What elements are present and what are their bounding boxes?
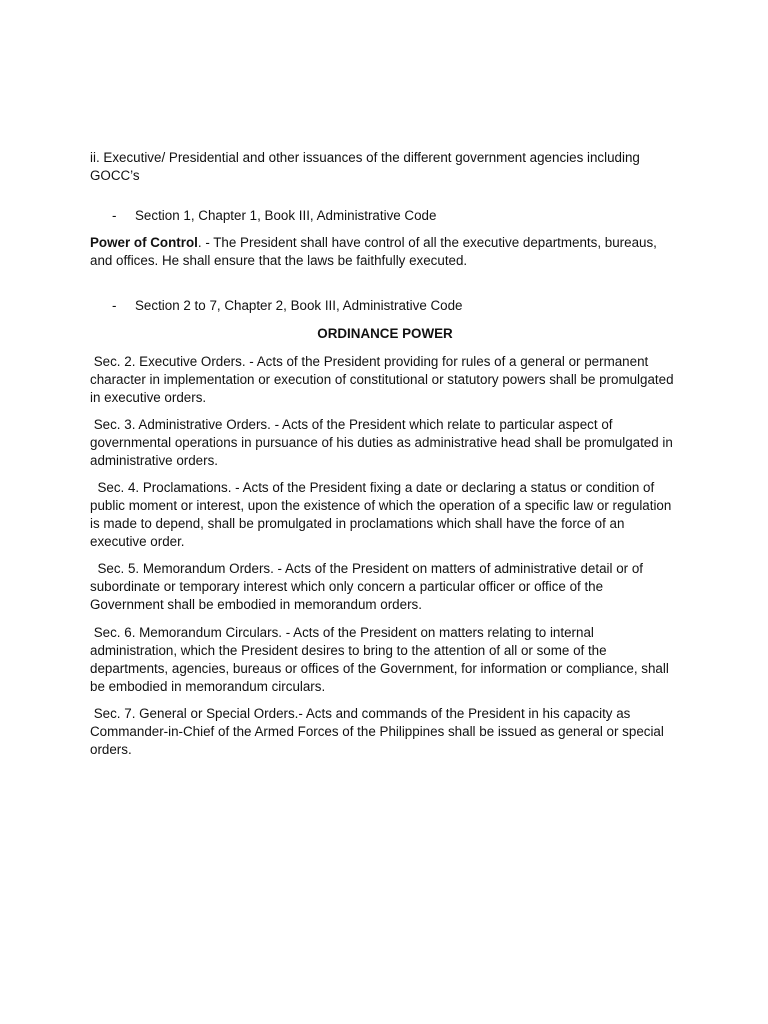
bullet-dash: - [112,208,117,223]
bullet-dash: - [112,298,117,313]
power-of-control-text: . - The President shall have control of all the executive departments, bureaus, and offices. He shall ensure that the laws be faithfully executed. [90,235,657,268]
section-6-paragraph: Sec. 6. Memorandum Circulars. - Acts of the President on matters relating to internal administration, which the President desires to bring to the attention of all or some of the departments, agencies, bureaus or offices of the Government, for information or compliance, shall be embodied in memorandum circulars. [90,625,673,694]
power-of-control-paragraph [90,234,680,270]
bullet-item-section-1 [90,207,680,225]
bullet-item-section-2-7 [90,297,680,315]
bullet-text: Section 2 to 7, Chapter 2, Book III, Administrative Code [135,298,463,313]
section-7-paragraph: Sec. 7. General or Special Orders.- Acts and commands of the President in his capacity as Commander-in-Chief of the Armed Forces of the Philippines shall be issued as general or special orders. [90,706,668,757]
section-3-paragraph: Sec. 3. Administrative Orders. - Acts of the President which relate to particular aspect of governmental operations in pursuance of his duties as administrative head shall be promulgated in administrative orders. [90,417,677,468]
section-2-paragraph: Sec. 2. Executive Orders. - Acts of the President providing for rules of a general or permanent character in implementation or execution of constitutional or statutory powers shall be promulgated in executive orders. [90,354,678,405]
power-of-control-label: Power of Control [90,235,198,250]
ordinance-power-heading: ORDINANCE POWER [317,326,453,341]
document-page [90,0,680,1024]
intro-paragraph: ii. Executive/ Presidential and other issuances of the different government agencies including GOCC’s [90,150,640,183]
bullet-text: Section 1, Chapter 1, Book III, Administrative Code [135,208,437,223]
section-4-paragraph: Sec. 4. Proclamations. - Acts of the President fixing a date or declaring a status or condition of public moment or interest, upon the existence of which the operation of a specific law or regulation is made to depend, shall be promulgated in proclamations which shall have the force of an executive order. [90,480,676,549]
section-5-paragraph: Sec. 5. Memorandum Orders. - Acts of the President on matters of administrative detail or of subordinate or temporary interest which only concern a particular officer or office of the Government shall be embodied in memorandum orders. [90,561,647,612]
